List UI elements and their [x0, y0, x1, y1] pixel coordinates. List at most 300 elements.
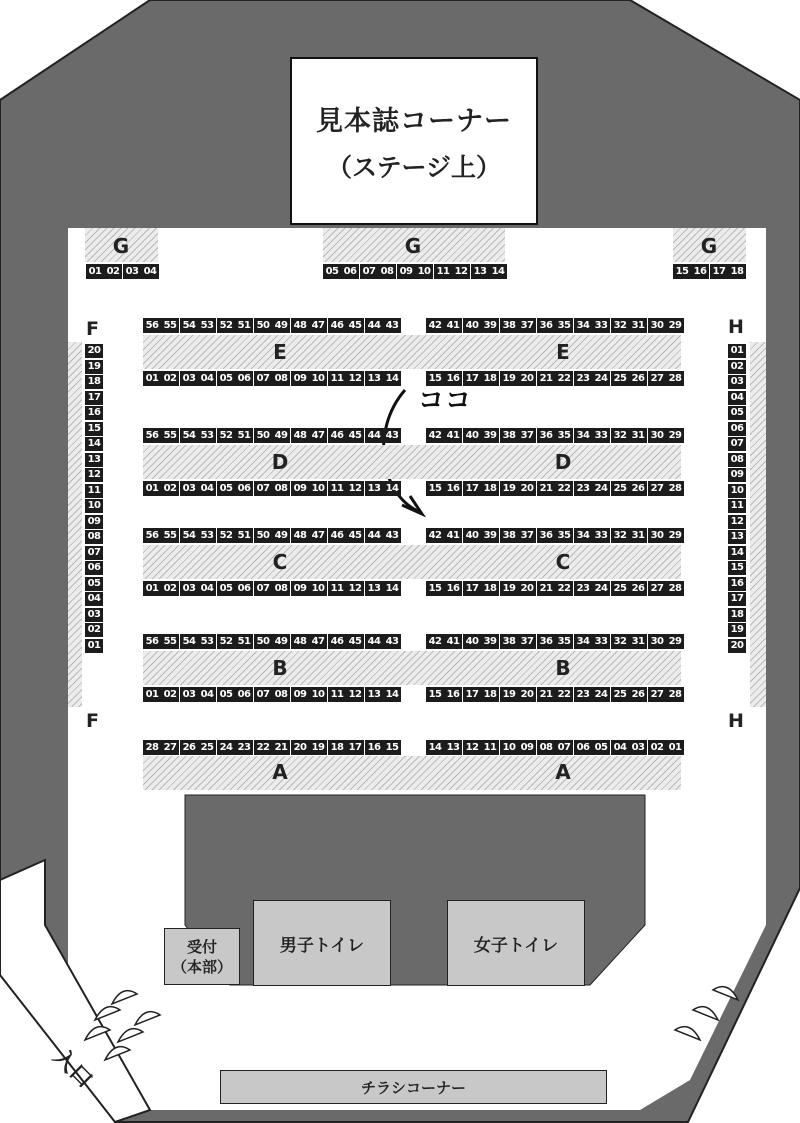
f-seat-column — [85, 344, 103, 654]
seat-pair — [500, 634, 536, 649]
seat-pair — [537, 481, 573, 496]
seat-pair — [217, 634, 253, 649]
seat-number: 18 — [728, 608, 746, 622]
seat-pair — [611, 528, 647, 543]
seat-number: 01 — [728, 344, 746, 358]
seat-pair — [537, 318, 573, 333]
seat-number: 35 — [557, 530, 571, 541]
seat-pair — [143, 687, 179, 702]
seat-pair — [463, 687, 499, 702]
seat-pair — [463, 634, 499, 649]
seat-number: 21 — [539, 483, 553, 494]
seat-number: 32 — [613, 636, 627, 647]
seat-number: 23 — [576, 483, 590, 494]
seat-number: 35 — [557, 430, 571, 441]
seat-number: 11 — [330, 583, 344, 594]
seat-number: 07 — [256, 689, 270, 700]
seat-number: 28 — [668, 483, 682, 494]
seat-number: 10 — [311, 373, 325, 384]
seat-number: 14 — [385, 583, 399, 594]
seat-number: 43 — [385, 530, 399, 541]
seat-number: 15 — [428, 689, 442, 700]
seat-pair — [426, 740, 462, 755]
row-d-bottom-left-seats — [143, 481, 402, 496]
seat-pair — [328, 481, 364, 496]
seat-number: 40 — [465, 320, 479, 331]
seat-pair — [217, 740, 253, 755]
seat-pair — [254, 428, 290, 443]
seat-number: 52 — [219, 530, 233, 541]
seat-pair — [537, 634, 573, 649]
seat-pair — [323, 264, 359, 279]
seat-number: 04 — [200, 583, 214, 594]
seat-pair — [611, 687, 647, 702]
seat-number: 33 — [594, 636, 608, 647]
seat-pair — [143, 740, 179, 755]
seat-number: 16 — [446, 689, 460, 700]
seat-number: 18 — [483, 373, 497, 384]
seat-number: 25 — [613, 483, 627, 494]
seat-number: 17 — [85, 391, 103, 405]
mens-toilet: 男子トイレ — [253, 900, 391, 986]
h-side-band — [750, 342, 766, 707]
seat-number: 01 — [145, 373, 159, 384]
f-label-top: F — [86, 318, 99, 340]
seat-number: 02 — [106, 266, 120, 277]
seat-number: 56 — [145, 320, 159, 331]
seat-number: 38 — [502, 530, 516, 541]
seat-number: 09 — [728, 468, 746, 482]
seat-number: 16 — [446, 483, 460, 494]
seat-number: 08 — [274, 689, 288, 700]
seat-number: 11 — [330, 373, 344, 384]
seat-number: 26 — [182, 742, 196, 753]
row-c-top-right-seats — [426, 528, 685, 543]
seat-pair — [217, 371, 253, 386]
seat-pair — [611, 481, 647, 496]
seat-number: 42 — [428, 530, 442, 541]
seat-number: 23 — [576, 689, 590, 700]
seat-number: 08 — [380, 266, 394, 277]
seat-number: 10 — [502, 742, 516, 753]
seat-number: 11 — [483, 742, 497, 753]
seat-pair — [217, 581, 253, 596]
seat-number: 04 — [728, 391, 746, 405]
seat-number: 18 — [483, 583, 497, 594]
seat-number: 39 — [483, 636, 497, 647]
seat-number: 22 — [256, 742, 270, 753]
seat-number: 13 — [446, 742, 460, 753]
seat-number: 09 — [85, 515, 103, 529]
seat-number: 05 — [219, 583, 233, 594]
seat-pair — [291, 581, 327, 596]
flyer-corner: チラシコーナー — [220, 1070, 607, 1104]
seat-number: 18 — [483, 689, 497, 700]
seat-number: 06 — [237, 689, 251, 700]
seat-number: 19 — [728, 623, 746, 637]
seat-pair — [574, 428, 610, 443]
seat-number: 28 — [145, 742, 159, 753]
seat-pair — [365, 481, 401, 496]
seat-number: 29 — [668, 320, 682, 331]
seat-number: 06 — [728, 422, 746, 436]
seat-pair — [365, 634, 401, 649]
seat-number: 14 — [385, 373, 399, 384]
seat-number: 55 — [163, 636, 177, 647]
seat-number: 24 — [594, 483, 608, 494]
seat-number: 28 — [668, 583, 682, 594]
seat-pair — [500, 528, 536, 543]
seat-number: 23 — [576, 373, 590, 384]
g-label-right: G — [700, 234, 718, 258]
seat-number: 39 — [483, 430, 497, 441]
seat-number: 31 — [631, 636, 645, 647]
seat-number: 02 — [650, 742, 664, 753]
seat-pair — [648, 371, 684, 386]
row-b-top-right-seats — [426, 634, 685, 649]
seat-pair — [180, 428, 216, 443]
seat-number: 08 — [274, 583, 288, 594]
seat-number: 08 — [539, 742, 553, 753]
seat-pair — [143, 528, 179, 543]
seat-number: 19 — [311, 742, 325, 753]
seat-number: 15 — [428, 583, 442, 594]
seat-number: 16 — [446, 583, 460, 594]
seat-number: 34 — [576, 636, 590, 647]
seat-number: 41 — [446, 636, 460, 647]
seat-number: 50 — [256, 320, 270, 331]
seat-number: 41 — [446, 430, 460, 441]
seat-number: 09 — [293, 689, 307, 700]
a-seats-right — [426, 740, 685, 755]
seat-number: 42 — [428, 320, 442, 331]
seat-number: 53 — [200, 530, 214, 541]
g-seats-right — [673, 264, 747, 279]
seat-pair — [463, 581, 499, 596]
seat-number: 46 — [330, 320, 344, 331]
seat-number: 47 — [311, 530, 325, 541]
seat-number: 11 — [85, 484, 103, 498]
seat-number: 49 — [274, 430, 288, 441]
seat-number: 47 — [311, 636, 325, 647]
seat-number: 21 — [539, 373, 553, 384]
seat-pair — [426, 428, 462, 443]
seat-pair — [291, 428, 327, 443]
seat-number: 12 — [348, 483, 362, 494]
seat-number: 42 — [428, 636, 442, 647]
seat-number: 37 — [520, 530, 534, 541]
seat-number: 19 — [502, 373, 516, 384]
seat-pair — [86, 264, 122, 279]
seat-number: 12 — [348, 689, 362, 700]
row-e-top-left-seats — [143, 318, 402, 333]
seat-number: 20 — [520, 373, 534, 384]
seat-number: 17 — [728, 592, 746, 606]
seat-number: 15 — [85, 422, 103, 436]
seat-number: 56 — [145, 430, 159, 441]
seat-pair — [648, 581, 684, 596]
seat-number: 05 — [728, 406, 746, 420]
seat-number: 01 — [145, 483, 159, 494]
seat-number: 45 — [348, 636, 362, 647]
seat-number: 18 — [483, 483, 497, 494]
a-seats-left — [143, 740, 402, 755]
seat-number: 06 — [576, 742, 590, 753]
seat-pair — [291, 318, 327, 333]
seat-pair — [611, 740, 647, 755]
seat-pair — [180, 634, 216, 649]
seat-pair — [426, 318, 462, 333]
seat-pair — [574, 740, 610, 755]
seat-number: 35 — [557, 320, 571, 331]
seat-pair — [365, 318, 401, 333]
seat-number: 37 — [520, 320, 534, 331]
seat-number: 07 — [728, 437, 746, 451]
seat-number: 32 — [613, 430, 627, 441]
seat-pair — [426, 528, 462, 543]
seat-number: 05 — [219, 483, 233, 494]
seat-number: 42 — [428, 430, 442, 441]
seat-number: 20 — [520, 689, 534, 700]
row-b-bottom-left-seats — [143, 687, 402, 702]
seat-number: 45 — [348, 320, 362, 331]
seat-number: 04 — [200, 483, 214, 494]
seat-number: 07 — [362, 266, 376, 277]
seat-number: 30 — [650, 530, 664, 541]
seat-number: 53 — [200, 320, 214, 331]
seat-number: 03 — [182, 689, 196, 700]
seat-number: 19 — [502, 689, 516, 700]
seat-number: 40 — [465, 530, 479, 541]
seat-number: 38 — [502, 636, 516, 647]
seat-pair — [328, 528, 364, 543]
seat-number: 51 — [237, 320, 251, 331]
seat-pair — [426, 687, 462, 702]
seat-pair — [537, 371, 573, 386]
seat-number: 13 — [728, 530, 746, 544]
seat-number: 15 — [675, 266, 689, 277]
seat-number: 13 — [473, 266, 487, 277]
seat-number: 03 — [182, 373, 196, 384]
seat-number: 04 — [200, 689, 214, 700]
seat-number: 01 — [145, 689, 159, 700]
row-c-band — [143, 545, 681, 579]
seat-number: 12 — [454, 266, 468, 277]
row-b-band — [143, 651, 681, 685]
seat-number: 52 — [219, 636, 233, 647]
seat-pair — [574, 481, 610, 496]
seat-pair — [397, 264, 433, 279]
seat-pair — [537, 528, 573, 543]
seat-pair — [180, 740, 216, 755]
seat-number: 06 — [85, 561, 103, 575]
seat-pair — [500, 318, 536, 333]
row-e-bottom-left-seats — [143, 371, 402, 386]
seat-number: 34 — [576, 530, 590, 541]
seat-pair — [254, 687, 290, 702]
seat-pair — [426, 581, 462, 596]
seat-number: 40 — [465, 636, 479, 647]
seat-number: 29 — [668, 430, 682, 441]
seat-number: 03 — [182, 583, 196, 594]
seat-number: 08 — [274, 373, 288, 384]
row-c-bottom-left-seats — [143, 581, 402, 596]
seat-number: 11 — [728, 499, 746, 513]
seat-number: 43 — [385, 636, 399, 647]
seat-number: 43 — [385, 430, 399, 441]
seat-pair — [574, 634, 610, 649]
seat-number: 14 — [728, 546, 746, 560]
seat-number: 26 — [631, 483, 645, 494]
seat-number: 04 — [613, 742, 627, 753]
seat-number: 07 — [557, 742, 571, 753]
seat-pair — [463, 428, 499, 443]
seat-number: 25 — [613, 583, 627, 594]
seat-number: 17 — [465, 689, 479, 700]
seat-number: 06 — [237, 583, 251, 594]
seat-pair — [574, 528, 610, 543]
seat-pair — [365, 581, 401, 596]
seat-number: 20 — [85, 344, 103, 358]
seat-pair — [611, 634, 647, 649]
seat-pair — [648, 740, 684, 755]
seat-pair — [365, 371, 401, 386]
seat-number: 55 — [163, 430, 177, 441]
seat-pair — [254, 740, 290, 755]
entrance-label: 入口 — [48, 1044, 97, 1094]
seat-number: 38 — [502, 430, 516, 441]
seat-number: 51 — [237, 430, 251, 441]
seat-number: 04 — [85, 592, 103, 606]
seat-pair — [710, 264, 746, 279]
seat-number: 12 — [728, 515, 746, 529]
a-label-left: A — [272, 760, 288, 784]
seat-pair — [463, 318, 499, 333]
seat-pair — [328, 581, 364, 596]
seat-number: 33 — [594, 320, 608, 331]
seat-pair — [143, 318, 179, 333]
seat-number: 53 — [200, 430, 214, 441]
womens-toilet: 女子トイレ — [447, 900, 585, 986]
seat-number: 09 — [399, 266, 413, 277]
row-e-label: E — [273, 340, 287, 364]
seat-number: 43 — [385, 320, 399, 331]
seat-number: 05 — [219, 689, 233, 700]
seat-number: 48 — [293, 320, 307, 331]
reception-desk — [164, 928, 240, 985]
seat-number: 03 — [728, 375, 746, 389]
stage-sample-corner — [290, 57, 538, 225]
seat-pair — [328, 740, 364, 755]
seat-number: 11 — [330, 689, 344, 700]
seat-number: 10 — [311, 483, 325, 494]
row-d-band — [143, 445, 681, 479]
seat-pair — [143, 371, 179, 386]
seat-number: 17 — [348, 742, 362, 753]
seat-number: 17 — [712, 266, 726, 277]
seat-pair — [360, 264, 396, 279]
seat-number: 16 — [693, 266, 707, 277]
seat-number: 34 — [576, 320, 590, 331]
row-c-top-left-seats — [143, 528, 402, 543]
seat-number: 14 — [491, 266, 505, 277]
seat-number: 05 — [219, 373, 233, 384]
seat-number: 24 — [594, 373, 608, 384]
seat-number: 02 — [85, 623, 103, 637]
seat-number: 50 — [256, 430, 270, 441]
g-label-left: G — [112, 234, 130, 258]
row-b-top-left-seats — [143, 634, 402, 649]
seat-number: 06 — [343, 266, 357, 277]
seat-number: 39 — [483, 320, 497, 331]
seat-number: 20 — [728, 639, 746, 653]
seat-number: 52 — [219, 430, 233, 441]
seat-number: 27 — [163, 742, 177, 753]
seat-number: 12 — [348, 373, 362, 384]
seat-number: 17 — [465, 483, 479, 494]
seat-pair — [328, 428, 364, 443]
seat-number: 44 — [367, 320, 381, 331]
seat-pair — [180, 528, 216, 543]
seat-number: 13 — [367, 483, 381, 494]
seat-pair — [365, 740, 401, 755]
row-e-band — [143, 335, 681, 369]
seat-number: 22 — [557, 583, 571, 594]
seat-number: 12 — [348, 583, 362, 594]
row-e-top-right-seats — [426, 318, 685, 333]
row-d-top-right-seats — [426, 428, 685, 443]
seat-number: 16 — [85, 406, 103, 420]
seat-number: 29 — [668, 530, 682, 541]
seat-number: 10 — [85, 499, 103, 513]
seat-number: 24 — [594, 583, 608, 594]
seat-number: 02 — [163, 483, 177, 494]
seat-pair — [537, 428, 573, 443]
seat-number: 17 — [465, 373, 479, 384]
seat-number: 20 — [520, 483, 534, 494]
g-seats-left — [86, 264, 160, 279]
seat-number: 04 — [200, 373, 214, 384]
seat-pair — [180, 687, 216, 702]
row-c-bottom-right-seats — [426, 581, 685, 596]
seat-number: 49 — [274, 530, 288, 541]
seat-pair — [180, 371, 216, 386]
seat-number: 48 — [293, 430, 307, 441]
seat-number: 24 — [594, 689, 608, 700]
g-label-center: G — [404, 234, 422, 258]
seat-number: 12 — [465, 742, 479, 753]
seat-pair — [328, 687, 364, 702]
seat-number: 27 — [650, 689, 664, 700]
seat-number: 44 — [367, 530, 381, 541]
seat-number: 47 — [311, 430, 325, 441]
row-b-bottom-right-seats — [426, 687, 685, 702]
seat-number: 55 — [163, 530, 177, 541]
seat-number: 24 — [219, 742, 233, 753]
seat-pair — [500, 687, 536, 702]
seat-pair — [143, 428, 179, 443]
seat-number: 56 — [145, 530, 159, 541]
seat-pair — [217, 318, 253, 333]
seat-number: 03 — [631, 742, 645, 753]
seat-pair — [574, 318, 610, 333]
seat-pair — [217, 428, 253, 443]
seat-number: 54 — [182, 530, 196, 541]
seat-number: 07 — [85, 546, 103, 560]
f-label-bottom: F — [86, 710, 99, 732]
seat-number: 26 — [631, 689, 645, 700]
seat-pair — [673, 264, 709, 279]
